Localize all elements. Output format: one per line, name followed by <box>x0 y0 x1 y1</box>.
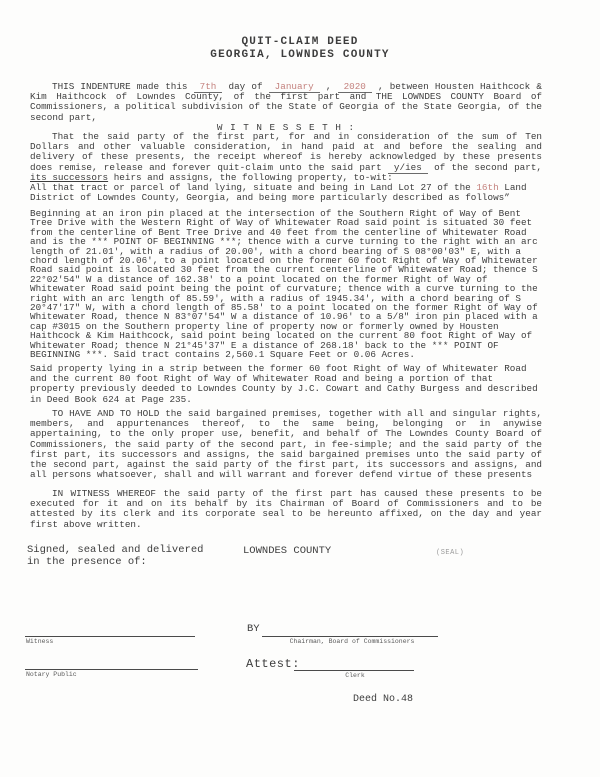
consideration-text-1: That the said party of the first part, for and in consideration of the sum of Ten Dollars and other valuable consideration, in hand paid at and before the sealing and delivery of these presents, the receipt whereof is hereby acknowledged by these presents does remise, release and forever quit-claim unto the said part <box>30 131 542 173</box>
habendum-paragraph: TO HAVE AND TO HOLD the said bargained premises, together with all and singular rights, members, and appurtenances thereof, to the same being, belonging or in anywise appertaining, to the only proper use, benefit, and behalf of The Lowndes County Board of Commissioners, the said party of the second part, in fee-simple; and the said party of the first part, its successors and assigns, the said bargained premises unto the said party of the second part, against the said party of the first part, its successors and assigns, and all persons whatsoever, shall and will warrant and forever defend virtue of these presents <box>30 408 542 481</box>
grantee-name: LOWNDES COUNTY <box>243 545 332 557</box>
in-witness-paragraph: IN WITNESS WHEREOF the said party of the first part has caused these presents to be executed for it and on its behalf by its Chairman of Board of Commissioners and to be attested by its clerk and its corporate seal to be hereunto affixed, on the day and year first above written. <box>30 488 542 530</box>
document-title <box>0 36 600 62</box>
witness-label: Witness <box>26 638 54 645</box>
party-plural-fill: y/ies <box>388 162 428 174</box>
tract-text-2: Land District of Lowndes County, Georgia, and being more particularly described <box>30 182 527 204</box>
tract-paragraph <box>30 183 542 203</box>
title-line-2: GEORGIA, LOWNDES COUNTY <box>210 49 390 61</box>
signed-sealed-line-1: Signed, sealed and delivered <box>27 544 204 556</box>
title-line-1: QUIT-CLAIM DEED <box>241 36 359 48</box>
by-label: BY <box>247 623 260 635</box>
witnesseth-heading: W I T N E S S E T H : <box>216 122 356 133</box>
signed-sealed-line-2: in the presence of: <box>27 555 147 568</box>
signed-sealed-block <box>27 545 203 568</box>
tract-text-1: All that tract or parcel of land lying, situate and being in Land Lot 27 of the <box>30 182 471 193</box>
legal-description-paragraph: Beginning at an iron pin placed at the intersection of the Southern Right of Way of Bent Tree Drive with the Western Right of Way of Whitewater Road said point is situated 30 feet from the centerline of Bent Tree Drive and 40 feet from the centerline of Whitewater Road and is the *** POINT OF BEGINNING ***; thence with a curve turning to the right with an arc length of 21.01', with a radius of 20.00', with a chord bearing of S 08°00'03" E, with a chord length of 20.06', to a point located on the former 60 foot Right of Way of Whitewater Road said point is located 30 feet from the current centerline of Whitewater Road; thence S 22°02'54" W a distance of 162.38' to a point located on the former Right of Way of Whitewater Road said point being the point of curvature; thence with a curve turning to the right with an arc length of 85.59', with a radius of 1945.34', with a chord bearing of S 20°47'17" W, with a chord length of 85.58' to a point located on the former Right of Way of Whitewater Road, thence N 83°07'54" W a distance of 10.96' to a 5/8" iron pin placed with a cap #3015 on the Southern property line of property now or formerly owned by Housten Haithcock & Kim Haithcock, said point being located on the current 80 foot Right of Way of Whitewater Road; thence N 21°45'37" E a distance of 268.18' back to the *** POINT OF BEGINNING ***. Said tract contains 2,560.1 Square Feet or 0.06 Acres. <box>30 208 538 361</box>
indenture-paragraph <box>30 82 542 123</box>
attest-label: Attest: <box>246 657 300 671</box>
chairman-signature-line <box>262 635 438 637</box>
tract-as-follows: as follows” <box>448 192 510 204</box>
consideration-paragraph <box>30 132 542 183</box>
its-successors-underlined: its successors <box>30 171 109 183</box>
intro-text-mid: day of <box>228 81 263 92</box>
clerk-label: Clerk <box>345 672 365 679</box>
notary-signature-line <box>25 668 198 670</box>
day-handwritten-value: 7th <box>199 81 217 92</box>
year-handwritten-value: 2020 <box>343 81 366 92</box>
seal-notation: (SEAL) <box>436 549 465 557</box>
month-handwritten-value: January <box>274 81 314 92</box>
clerk-signature-line <box>294 669 414 671</box>
chairman-label: Chairman, Board of Commissioners <box>289 638 415 645</box>
intro-text-pre: THIS INDENTURE made this <box>52 81 188 92</box>
witness-signature-line <box>25 635 195 637</box>
consideration-text-3: heirs and assigns, the following property, to-wit: <box>113 171 393 183</box>
deed-number: Deed No.48 <box>353 694 414 705</box>
strip-paragraph: Said property lying in a strip between the former 60 foot Right of Way of Whitewater Road and the current 80 foot Right of Way of Whitewater Road and being a portion of that property previously deeded to Lowndes County by J.C. Cowart and Cathy Burgess and described in Deed Book 624 at Page 235. <box>30 363 538 405</box>
consideration-text-2: of the second part, <box>434 161 542 173</box>
intro-comma: , <box>325 81 332 92</box>
intro-text-post: , between Housten Haithcock & Kim Haithcock of Lowndes County, of the first part and THE LOWNDES COUNTY Board of Commissioners, a political subdivision of the State of Georgia of the State Georgia, of the second part, <box>30 81 542 123</box>
land-district-handwritten-value: 16th <box>476 182 499 193</box>
notary-public-label: Notary Public <box>26 671 77 678</box>
